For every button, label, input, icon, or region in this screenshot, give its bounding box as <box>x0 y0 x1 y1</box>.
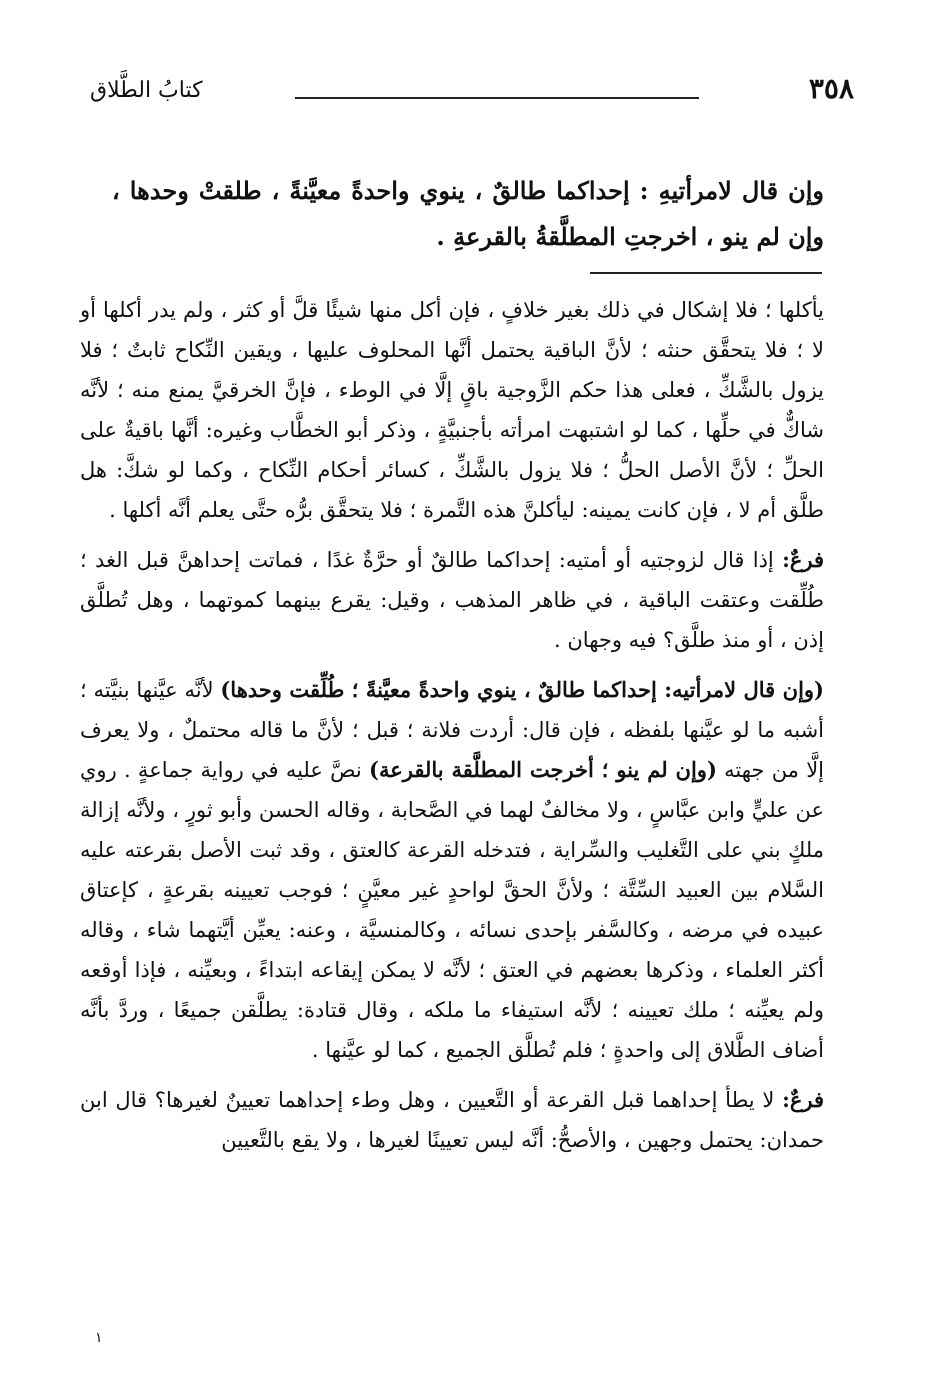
matn-quote: (وإن قال لامرأتيه: إحداكما طالقٌ ، ينوي واحدةً معيَّنةً ؛ طُلِّقت وحدها) <box>220 677 824 702</box>
paragraph-1: يأكلها ؛ فلا إشكال في ذلك بغير خلافٍ ، فإن أكل منها شيئًا قلَّ أو كثر ، ولم يدر أكلها أو لا ؛ فلا يتحقَّق حنثه ؛ لأنَّ الباقية يحتمل أنَّها المحلوف عليها ، ويقين النِّكاح ثابتٌ ؛ فلا يزول بالشَّكِّ ، فعلى هذا حكم الزَّوجية باقٍ إلَّا في الوطء ، فإنَّ الخرقيَّ يمنع منه ؛ لأنَّه شاكٌّ في حلِّها ، كما لو اشتبهت امرأته بأجنبيَّةٍ ، وذكر أبو الخطَّاب وغيره: أنَّها باقيةٌ على الحلِّ ؛ لأنَّ الأصل الحلُّ ؛ فلا يزول بالشَّكِّ ، كسائر أحكام النِّكاح ، وكما لو شكَّ: هل طلَّق أم لا ، فإن كانت يمينه: ليأكلنَّ هذه التَّمرة ؛ فلا يتحقَّق برُّه حتَّى يعلم أنَّه أكلها . <box>80 298 824 522</box>
paragraph-4 <box>80 1080 824 1160</box>
matn-text: وإن قال لامرأتيهِ : إحداكما طالقٌ ، ينوي واحدةً معيَّنةً ، طلقتْ وحدها ، وإن لم ينو ، اخرجتِ المطلَّقةُ بالقرعةِ . <box>112 176 824 251</box>
matn-quote-2: (وإن لم ينو ؛ أخرجت المطلَّقة بالقرعة) <box>369 757 717 782</box>
header-rule <box>295 97 699 99</box>
paragraph-3-text-a: لأنَّه عيَّنها بنيَّته ؛ أشبه ما لو عيَّنها بلفظه ، فإن قال: أردت فلانة ؛ قبل ؛ لأنَّ ما قاله محتملٌ ، ولا يعرف إلَّا من جهته <box>80 678 825 782</box>
page-header <box>90 72 854 122</box>
paragraph-2-text: إذا قال لزوجتيه أو أمتيه: إحداكما طالقٌ أو حرَّةٌ غدًا ، فماتت إحداهنَّ قبل الغد ؛ طُلِّقت وعتقت الباقية ، في ظاهر المذهب ، وقيل: يقرع بينهما كموتهما ، وهل تُطلَّق إذن ، أو منذ طلَّق؟ فيه وجهان . <box>80 548 824 652</box>
book-title: كتابُ الطَّلاق <box>90 78 203 103</box>
far-label: فرعٌ: <box>782 547 824 572</box>
paragraph-3 <box>80 670 824 1070</box>
page-number: ٣٥٨ <box>808 72 854 105</box>
far-label-2: فرعٌ: <box>782 1087 824 1112</box>
paragraph-3-text-b: نصَّ عليه في رواية جماعةٍ . روي عن عليٍّ وابن عبَّاسٍ ، ولا مخالفٌ لهما في الصَّحابة ، وقاله الحسن وأبو ثورٍ ، ولأنَّه إزالة ملكٍ بني على التَّغليب والسِّراية ، فتدخله القرعة كالعتق ، وقد ثبت الأصل بقرعته عليه السَّلام بين العبيد السِّتَّة ؛ ولأنَّ الحقَّ لواحدٍ غير معيَّنٍ ؛ فوجب تعيينه بقرعةٍ ، كإعتاق عبيده في مرضه ، وكالسَّفر بإحدى نسائه ، وكالمنسيَّة ، وعنه: يعيِّن أيَّتهما شاء ، وقاله أكثر العلماء ، وذكرها بعضهم في العتق ؛ لأنَّه لا يمكن إيقاعه ابتداءً ، وبعيِّنه ، فإذا أوقعه ولم يعيِّنه ؛ ملك تعيينه ؛ لأنَّه استيفاء ما ملكه ، وقال قتادة: يطلَّقن جميعًا ، وردَّ بأنَّه أضاف الطَّلاق إلى واحدةٍ ؛ فلم تُطلَّق الجميع ، كما لو عيَّنها . <box>80 758 824 1062</box>
commentary-body <box>80 290 824 1170</box>
paragraph-4-text: لا يطأ إحداهما قبل القرعة أو التَّعيين ، وهل وطء إحداهما تعيينٌ لغيرها؟ قال ابن حمدان: يحتمل وجهين ، والأصحُّ: أنَّه ليس تعيينًا لغيرها ، ولا يقع بالتَّعيين <box>80 1088 824 1152</box>
matn-divider <box>590 272 822 274</box>
paragraph-2 <box>80 540 824 660</box>
corner-mark: ١ <box>95 1330 103 1346</box>
